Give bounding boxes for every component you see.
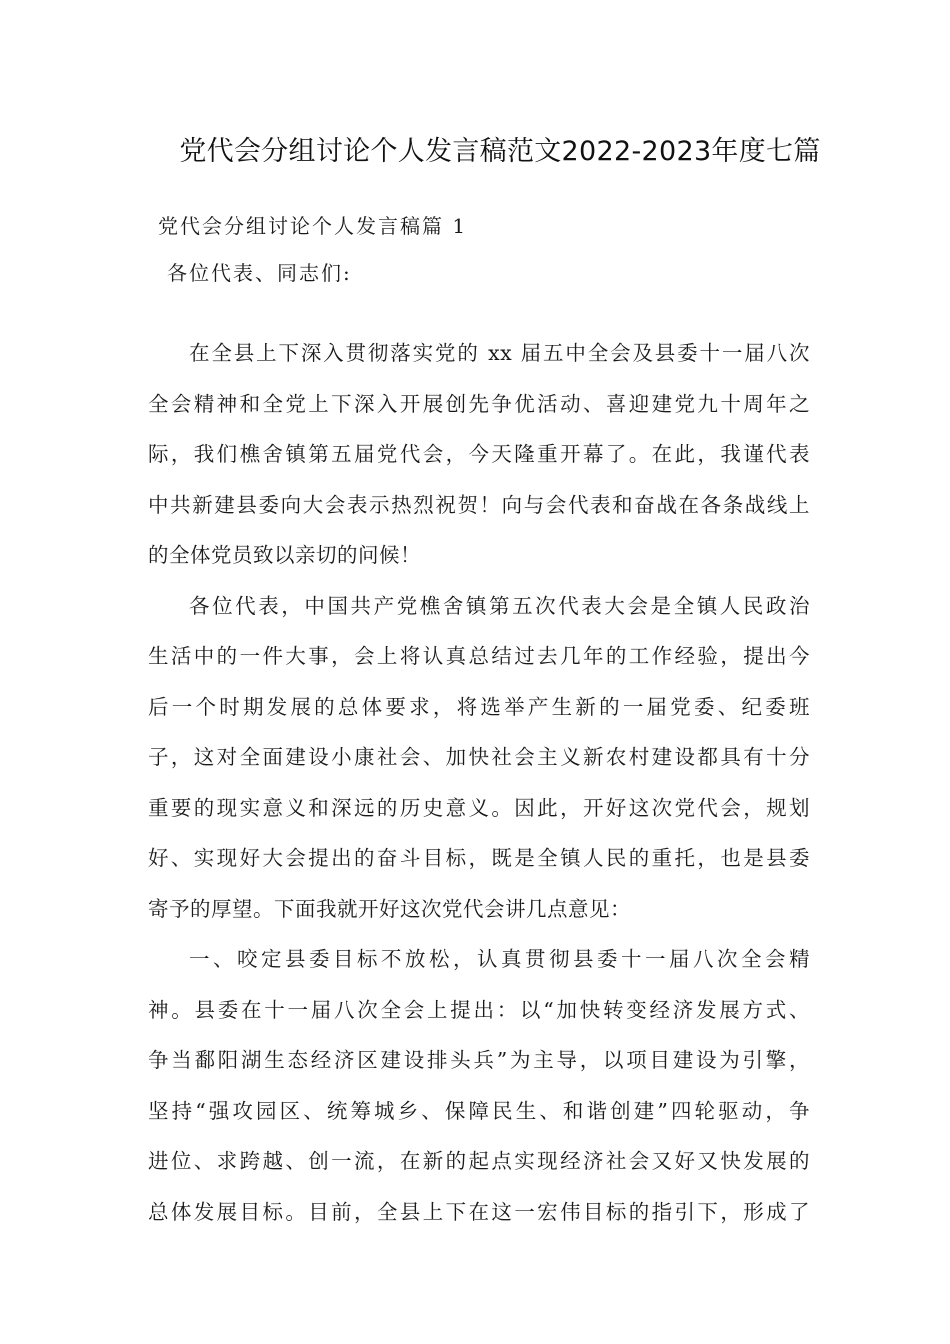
paragraph-line: 生活中的一件大事，会上将认真总结过去几年的工作经验，提出今 xyxy=(148,644,810,668)
paragraph-line: 争当鄱阳湖生态经济区建设排头兵”为主导，以项目建设为引擎， xyxy=(148,1048,810,1072)
paragraph-line: 在全县上下深入贯彻落实党的 xx 届五中全会及县委十一届八次 xyxy=(189,341,810,365)
paragraph-line: 各位代表，中国共产党樵舍镇第五次代表大会是全镇人民政治 xyxy=(189,593,810,618)
paragraph-line: 进位、求跨越、创一流，在新的起点实现经济社会又好又快发展的 xyxy=(148,1149,810,1173)
salutation: 各位代表、同志们: xyxy=(167,261,352,285)
paragraph-line: 后一个时期发展的总体要求，将选举产生新的一届党委、纪委班 xyxy=(148,694,810,719)
paragraph-line: 子，这对全面建设小康社会、加快社会主义新农村建设都具有十分 xyxy=(148,745,810,769)
body-text xyxy=(148,328,810,1237)
paragraph-line: 寄予的厚望。下面我就开好这次党代会讲几点意见： xyxy=(148,896,631,921)
paragraph-line: 神。县委在十一届八次全会上提出：以“加快转变经济发展方式、 xyxy=(148,997,810,1022)
paragraph xyxy=(148,328,810,581)
paragraph-line: 坚持“强攻园区、统筹城乡、保障民生、和谐创建”四轮驱动，争 xyxy=(148,1098,810,1123)
paragraph-line: 总体发展目标。目前，全县上下在这一宏伟目标的指引下，形成了 xyxy=(148,1199,810,1224)
paragraph-line: 全会精神和全党上下深入开展创先争优活动、喜迎建党九十周年之 xyxy=(148,391,810,416)
paragraph-line: 的全体党员致以亲切的问候！ xyxy=(148,543,421,567)
paragraph-line: 际，我们樵舍镇第五届党代会，今天隆重开幕了。在此，我谨代表 xyxy=(148,442,810,466)
paragraph-line: 重要的现实意义和深远的历史意义。因此，开好这次党代会，规划 xyxy=(148,795,810,820)
paragraph xyxy=(148,934,810,1237)
paragraph xyxy=(148,581,810,935)
document-title: 党代会分组讨论个人发言稿范文2022-2023年度七篇 xyxy=(179,136,821,167)
paragraph-line: 一、咬定县委目标不放松，认真贯彻县委十一届八次全会精 xyxy=(189,947,810,971)
section-heading: 党代会分组讨论个人发言稿篇 1 xyxy=(158,214,468,238)
paragraph-line: 好、实现好大会提出的奋斗目标，既是全镇人民的重托，也是县委 xyxy=(148,846,810,870)
paragraph-line: 中共新建县委向大会表示热烈祝贺！向与会代表和奋战在各条战线上 xyxy=(148,492,810,517)
